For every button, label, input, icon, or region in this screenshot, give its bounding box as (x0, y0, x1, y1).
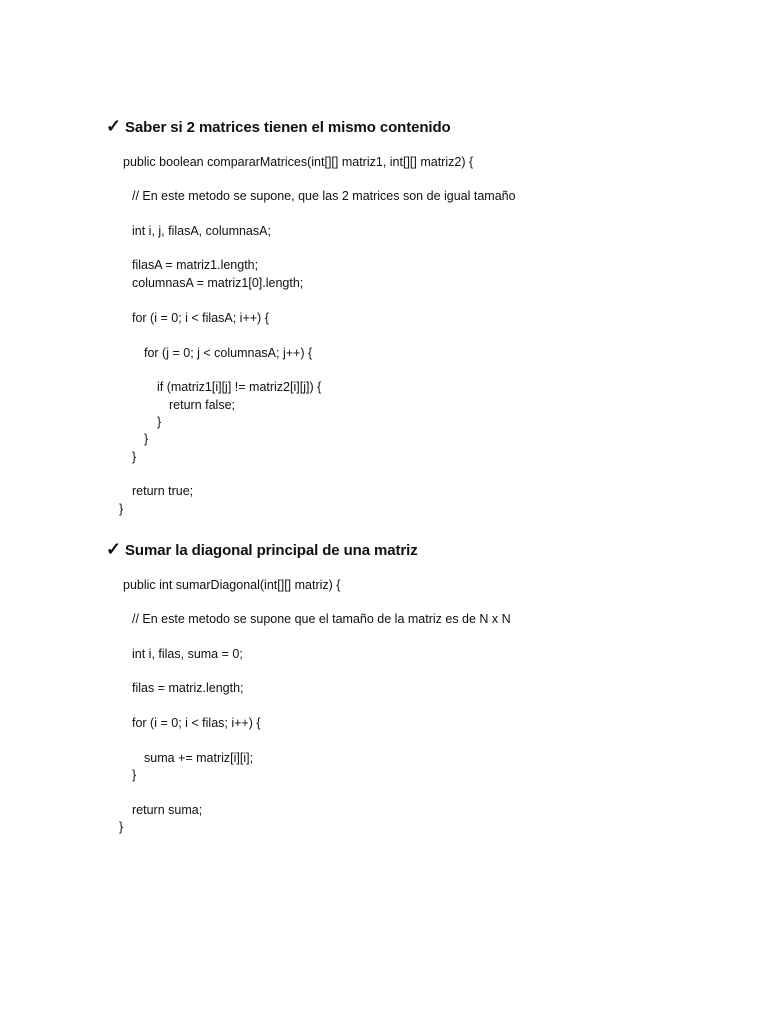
code-line: } (144, 432, 149, 446)
code-line: return true; (132, 484, 194, 498)
section-title: Saber si 2 matrices tienen el mismo contenido (125, 119, 451, 136)
code-line: } (132, 450, 137, 464)
code-line: int i, filas, suma = 0; (132, 647, 243, 661)
code-line: filas = matriz.length; (132, 681, 244, 695)
code-line: public int sumarDiagonal(int[][] matriz) { (123, 578, 341, 592)
code-line: columnasA = matriz1[0].length; (132, 276, 304, 290)
code-line: } (119, 820, 124, 834)
code-line: } (132, 768, 137, 782)
code-line: filasA = matriz1.length; (132, 258, 259, 272)
section-heading-compare-matrices (106, 116, 451, 137)
code-line: return false; (169, 398, 236, 412)
code-line: for (j = 0; j < columnasA; j++) { (144, 346, 313, 360)
code-line: suma += matriz[i][i]; (144, 751, 254, 765)
checkmark-icon: ✓ (106, 539, 121, 559)
checkmark-icon: ✓ (106, 116, 121, 136)
code-line: return suma; (132, 803, 203, 817)
code-line: if (matriz1[i][j] != matriz2[i][j]) { (157, 380, 322, 394)
code-line: } (119, 502, 124, 516)
section-title: Sumar la diagonal principal de una matriz (125, 542, 418, 559)
code-comment: // En este metodo se supone, que las 2 matrices son de igual tamaño (132, 189, 516, 203)
code-comment: // En este metodo se supone que el tamaño de la matriz es de N x N (132, 612, 511, 626)
code-line: } (157, 415, 162, 429)
code-line: public boolean compararMatrices(int[][] matriz1, int[][] matriz2) { (123, 155, 474, 169)
code-line: for (i = 0; i < filasA; i++) { (132, 311, 269, 325)
section-heading-sum-diagonal (106, 539, 418, 560)
code-line: for (i = 0; i < filas; i++) { (132, 716, 261, 730)
code-line: int i, j, filasA, columnasA; (132, 224, 271, 238)
